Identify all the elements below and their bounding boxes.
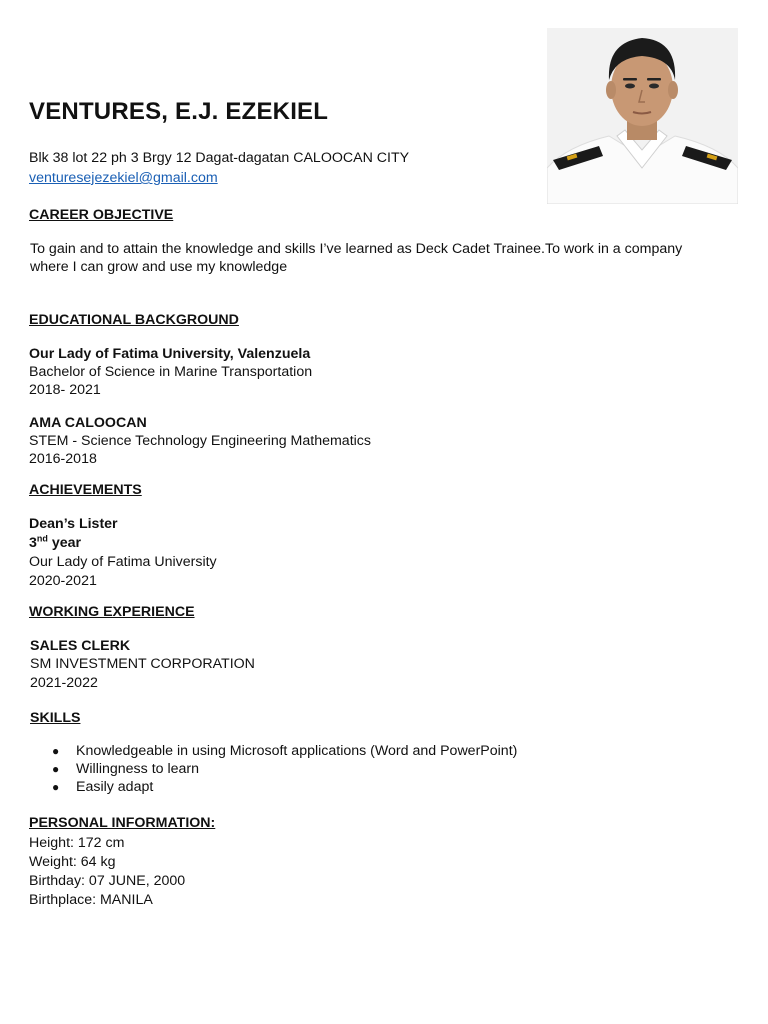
skills-list — [52, 742, 517, 796]
education-school-1: Our Lady of Fatima University, Valenzuela — [29, 346, 311, 362]
personal-birthplace: Birthplace: MANILA — [29, 892, 153, 908]
bullet-icon: ● — [52, 744, 60, 758]
skill-text: Willingness to learn — [76, 761, 200, 777]
achievements-heading: ACHIEVEMENTS — [29, 482, 142, 498]
achievement-year-word: year — [47, 535, 82, 551]
skill-text: Easily adapt — [76, 779, 154, 795]
work-position: SALES CLERK — [30, 638, 131, 654]
profile-photo — [547, 28, 738, 204]
skills-heading: SKILLS — [30, 710, 81, 726]
achievement-year-suffix: nd — [36, 533, 48, 544]
achievement-year-number: 3 — [29, 535, 37, 551]
achievement-years: 2020-2021 — [29, 573, 97, 589]
education-years-1: 2018- 2021 — [29, 382, 101, 398]
skill-text: Knowledgeable in using Microsoft applications (Word and PowerPoint) — [76, 743, 518, 759]
personal-birthday: Birthday: 07 JUNE, 2000 — [29, 873, 186, 889]
achievement-title: Dean’s Lister — [29, 516, 118, 532]
bullet-icon: ● — [52, 762, 60, 776]
achievement-school: Our Lady of Fatima University — [29, 554, 217, 570]
work-company: SM INVESTMENT CORPORATION — [30, 656, 255, 672]
personal-heading: PERSONAL INFORMATION: — [29, 815, 216, 831]
education-program-1: Bachelor of Science in Marine Transportation — [29, 364, 313, 380]
personal-weight: Weight: 64 kg — [29, 854, 116, 870]
work-heading: WORKING EXPERIENCE — [29, 604, 195, 620]
profile-photo-icon — [547, 28, 738, 204]
career-objective-heading: CAREER OBJECTIVE — [29, 207, 174, 223]
career-objective-text: To gain and to attain the knowledge and skills I’ve learned as Deck Cadet Trainee.To work in a company where I can grow and use my knowledge — [30, 241, 683, 275]
skill-item — [52, 760, 517, 778]
education-program-2: STEM - Science Technology Engineering Mathematics — [29, 433, 371, 449]
skill-item — [52, 742, 517, 760]
education-school-2: AMA CALOOCAN — [29, 415, 147, 431]
resume-name: VENTURES, E.J. EZEKIEL — [29, 98, 329, 125]
work-years: 2021-2022 — [30, 675, 98, 691]
email-link[interactable]: venturesejezekiel@gmail.com — [29, 170, 218, 186]
education-years-2: 2016-2018 — [29, 451, 97, 467]
education-heading: EDUCATIONAL BACKGROUND — [29, 312, 239, 328]
skill-item — [52, 778, 517, 796]
personal-height: Height: 172 cm — [29, 835, 125, 851]
achievement-year — [29, 534, 81, 552]
address: Blk 38 lot 22 ph 3 Brgy 12 Dagat-dagatan CALOOCAN CITY — [29, 150, 410, 166]
bullet-icon: ● — [52, 780, 60, 794]
